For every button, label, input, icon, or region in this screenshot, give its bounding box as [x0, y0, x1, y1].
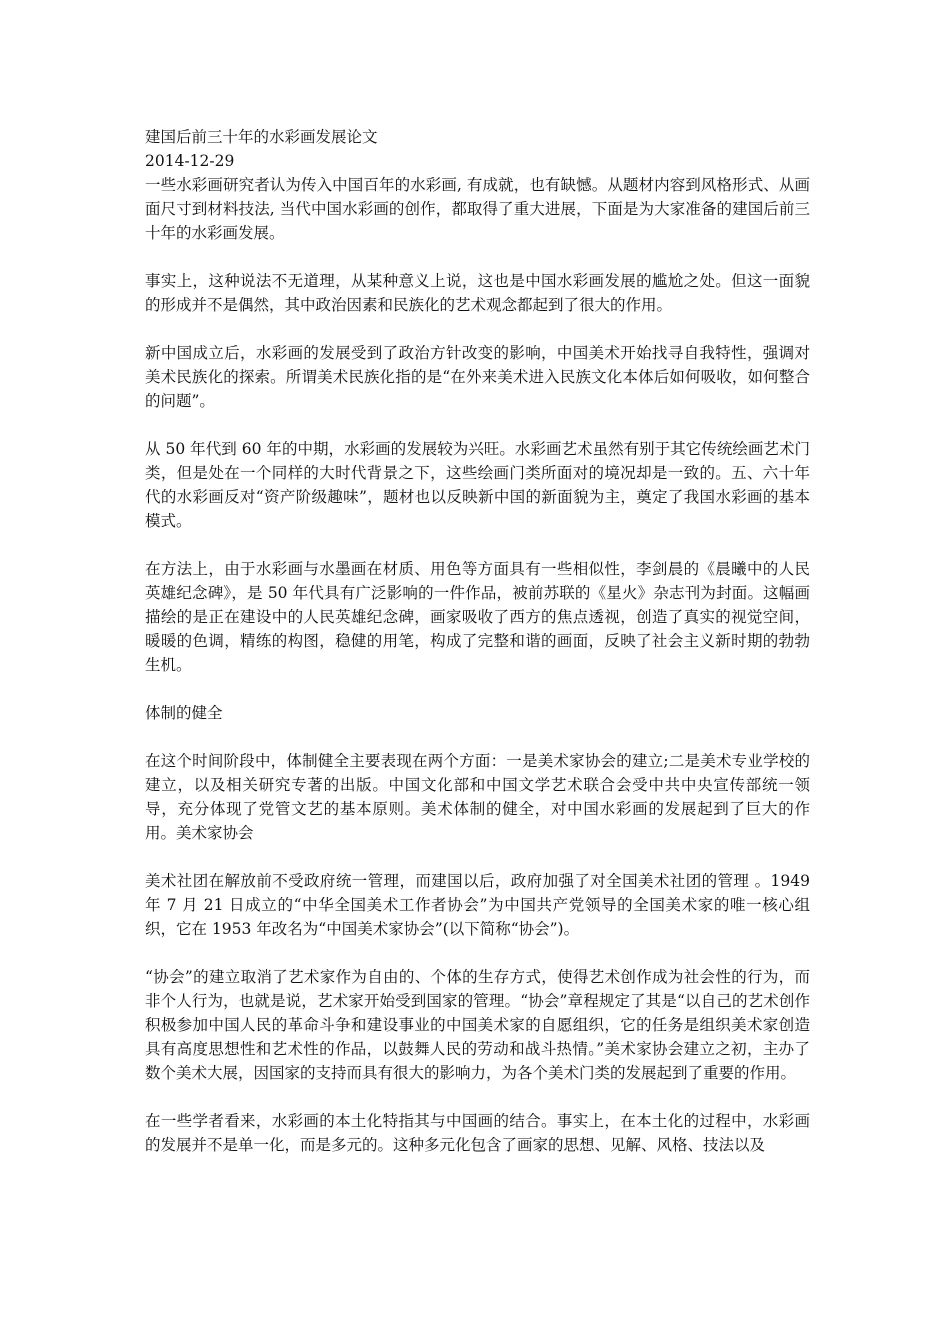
paragraph-intro: 一些水彩画研究者认为传入中国百年的水彩画, 有成就，也有缺憾。从题材内容到风格形式、从画面尺寸到材料技法, 当代中国水彩画的创作，都取得了重大进展，下面是为大家准备的建国后前三十年的水彩画发展。: [145, 176, 810, 242]
document-title: 建国后前三十年的水彩画发展论文: [145, 128, 378, 146]
paragraph: 美术社团在解放前不受政府统一管理，而建国以后，政府加强了对全国美术社团的管理 。1949 年 7 月 21 日成立的“中华全国美术工作者协会”为中国共产党领导的全国美术家的唯一核心组织，它在 1953 年改名为“中国美术家协会”(以下简称“协会”)。: [145, 872, 810, 938]
paragraph: 在方法上，由于水彩画与水墨画在材质、用色等方面具有一些相似性，李剑晨的《晨曦中的人民英雄纪念碑》，是 50 年代具有广泛影响的一件作品，被前苏联的《星火》杂志刊为封面。这幅画描绘的是正在建设中的人民英雄纪念碑，画家吸收了西方的焦点透视，创造了真实的视觉空间，暖暖的色调，精练的构图，稳健的用笔，构成了完整和谐的画面，反映了社会主义新时期的勃勃生机。: [145, 560, 810, 674]
paragraph: “协会”的建立取消了艺术家作为自由的、个体的生存方式，使得艺术创作成为社会性的行为，而非个人行为，也就是说，艺术家开始受到国家的管理。“协会”章程规定了其是“以自己的艺术创作积极参加中国人民的革命斗争和建设事业的中国美术家的自愿组织，它的任务是组织美术家创造具有高度思想性和艺术性的作品，以鼓舞人民的劳动和战斗热情。”美术家协会建立之初，主办了数个美术大展，因国家的支持而具有很大的影响力，为各个美术门类的发展起到了重要的作用。: [145, 968, 810, 1082]
paragraph: 在一些学者看来，水彩画的本土化特指其与中国画的结合。事实上，在本土化的过程中，水彩画的发展并不是单一化，而是多元的。这种多元化包含了画家的思想、见解、风格、技法以及: [145, 1112, 810, 1154]
paragraph: 事实上，这种说法不无道理，从某种意义上说，这也是中国水彩画发展的尴尬之处。但这一面貌的形成并不是偶然，其中政治因素和民族化的艺术观念都起到了很大的作用。: [145, 272, 810, 314]
document-date: 2014-12-29: [145, 152, 235, 170]
paragraph: 新中国成立后，水彩画的发展受到了政治方针改变的影响，中国美术开始找寻自我特性，强调对美术民族化的探索。所谓美术民族化指的是“在外来美术进入民族文化本体后如何吸收，如何整合的问题”。: [145, 344, 810, 410]
paragraph: 在这个时间阶段中，体制健全主要表现在两个方面：一是美术家协会的建立;二是美术专业学校的建立，以及相关研究专著的出版。中国文化部和中国文学艺术联合会受中共中央宣传部统一领导，充分体现了党管文艺的基本原则。美术体制的健全，对中国水彩画的发展起到了巨大的作用。美术家协会: [145, 752, 810, 842]
section-heading: 体制的健全: [145, 704, 223, 722]
paragraph: 从 50 年代到 60 年的中期，水彩画的发展较为兴旺。水彩画艺术虽然有别于其它传统绘画艺术门类，但是处在一个同样的大时代背景之下，这些绘画门类所面对的境况却是一致的。五、六十年代的水彩画反对“资产阶级趣味”，题材也以反映新中国的新面貌为主，奠定了我国水彩画的基本模式。: [145, 440, 810, 530]
document-page: [145, 121, 810, 1181]
